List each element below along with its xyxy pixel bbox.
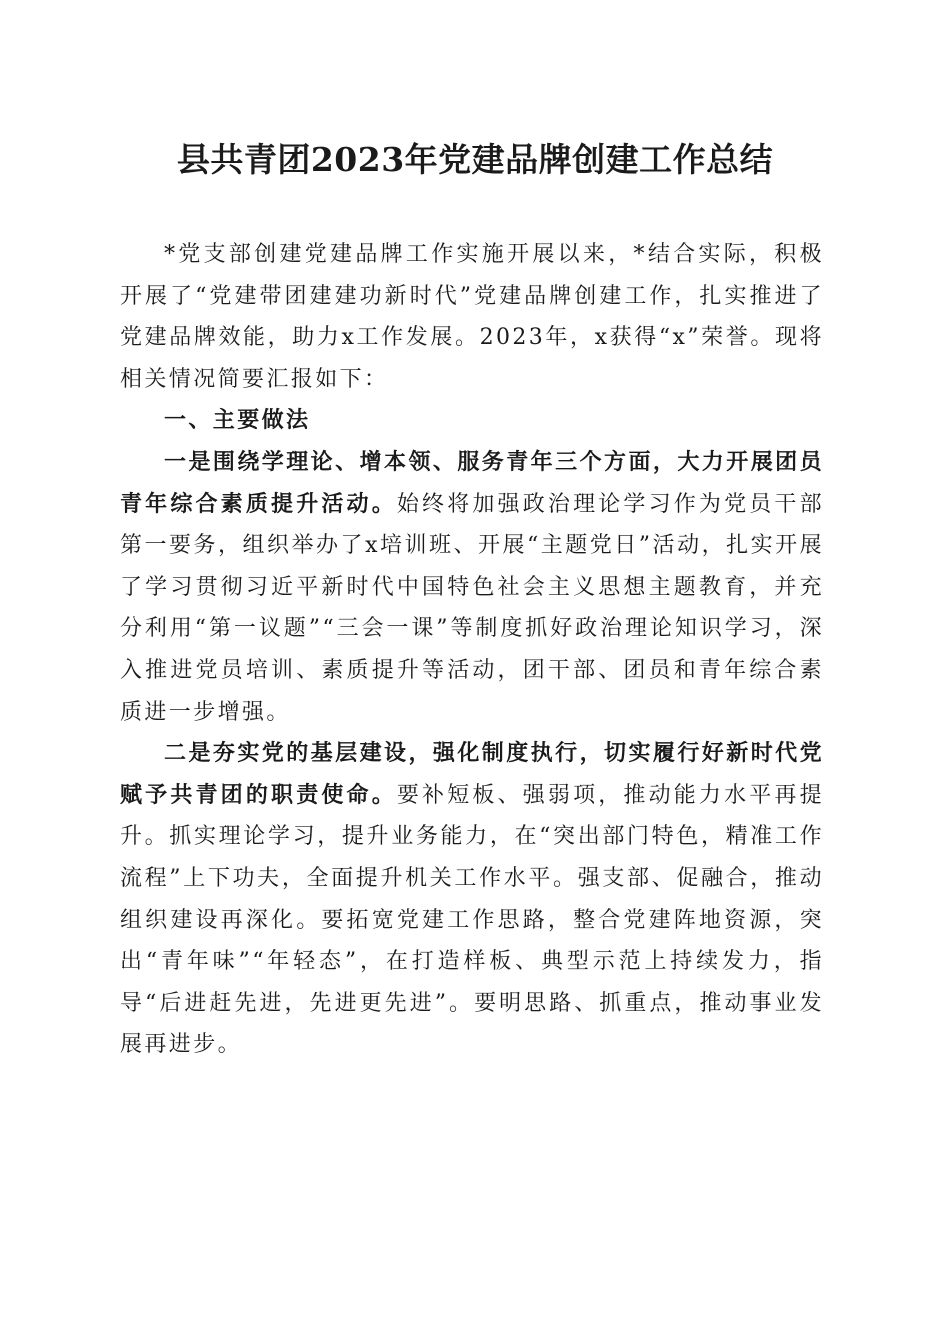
document-title: 县共青团2023年党建品牌创建工作总结 — [176, 140, 774, 179]
paragraph-lead: 一是围绕学理论、增本领、服务青年三个方面，大力开展团员青年综合素质提升活动。 — [120, 448, 824, 517]
intro-paragraph: *党支部创建党建品牌工作实施开展以来，*结合实际，积极开展了“党建带团建建功新时代”党建品牌创建工作，扎实推进了党建品牌效能，助力x工作发展。2023年，x获得“x”荣誉。现将相关情况简要汇报如下： — [120, 242, 824, 392]
paragraph-lead: 二是夯实党的基层建设，强化制度执行，切实履行好新时代党赋予共青团的职责使命。 — [120, 740, 824, 808]
document-body — [120, 234, 824, 1066]
section-heading-main-practices: 一、主要做法 — [164, 408, 311, 434]
paragraph-second-measure — [120, 733, 824, 1066]
paragraph-body: 始终将加强政治理论学习作为党员干部第一要务，组织举办了x培训班、开展“主题党日”活动，扎实开展了学习贯彻习近平新时代中国特色社会主义思想主题教育，并充分利用“第一议题”“三会一课”等制度抓好政治理论知识学习，深入推进党员培训、素质提升等活动，团干部、团员和青年综合素质进一步增强。 — [120, 491, 824, 725]
paragraph-first-measure — [120, 442, 824, 733]
paragraph-body: 要补短板、强弱项，推动能力水平再提升。抓实理论学习，提升业务能力，在“突出部门特色，精准工作流程”上下功夫，全面提升机关工作水平。强支部、促融合，推动组织建设再深化。要拓宽党建工作思路，整合党建阵地资源，突出“青年味”“年轻态”，在打造样板、典型示范上持续发力，指导“后进赶先进，先进更先进”。要明思路、抓重点，推动事业发展再进步。 — [120, 782, 824, 1058]
